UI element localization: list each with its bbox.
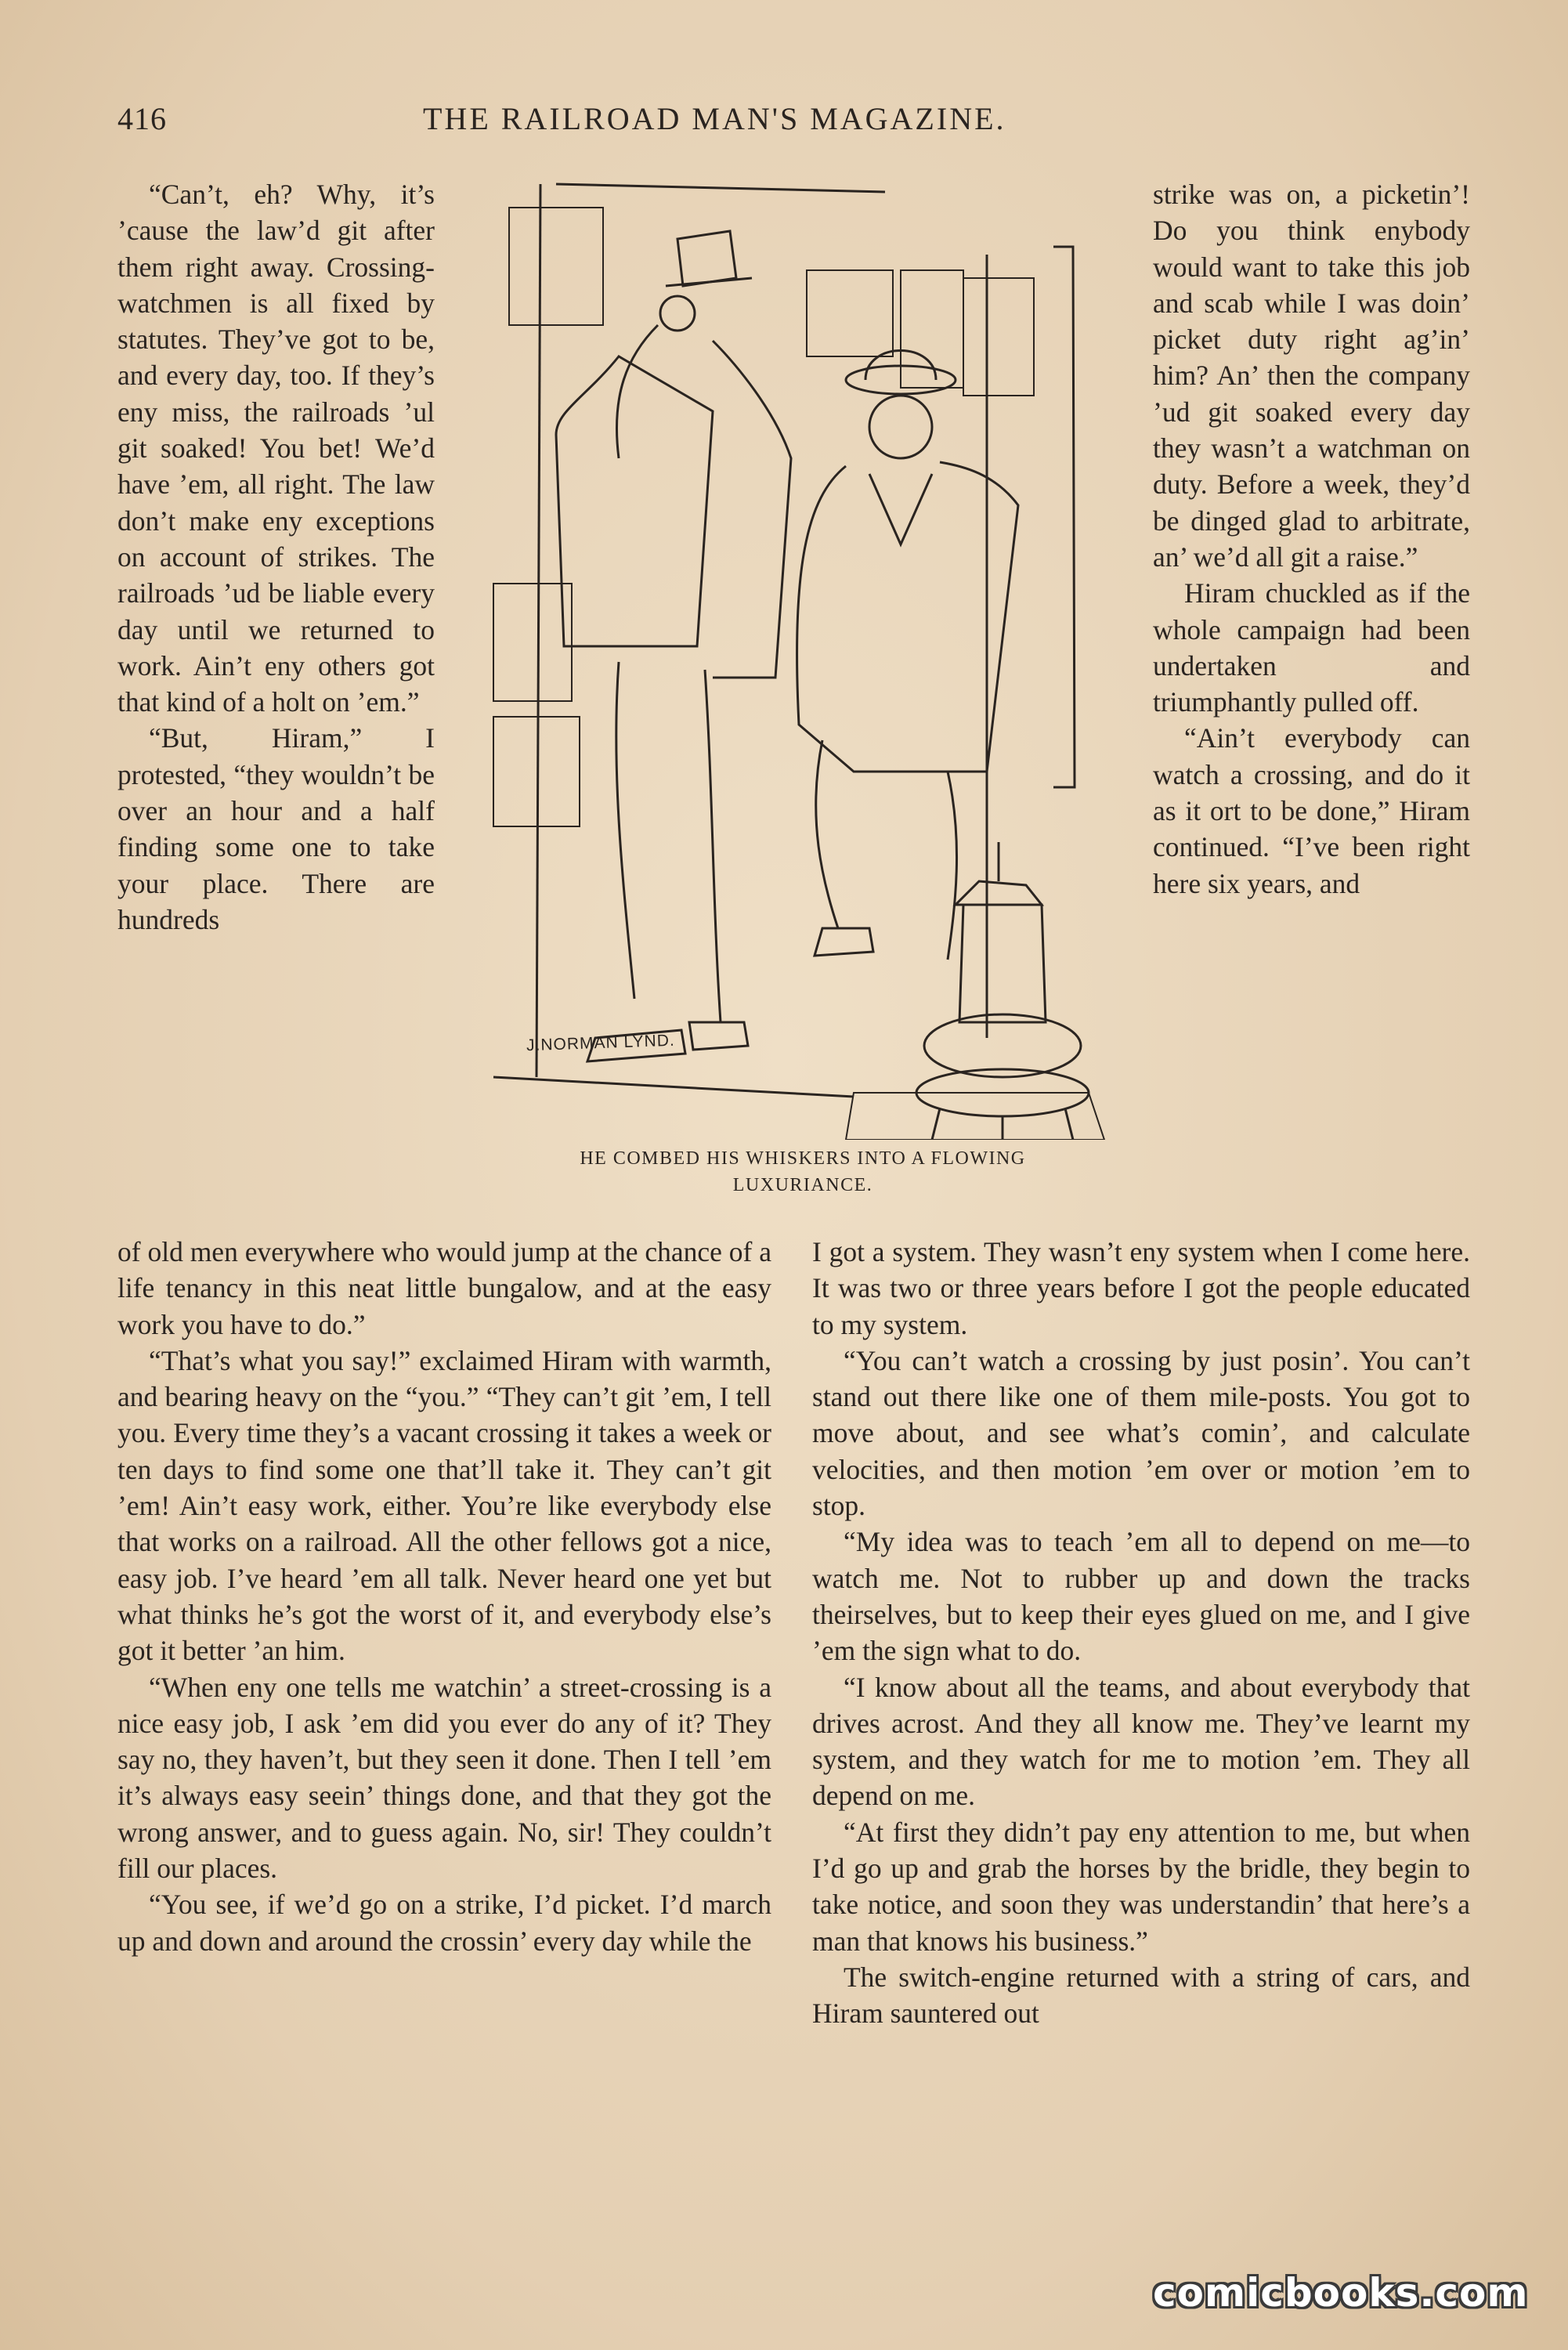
artist-signature: J.NORMAN LYND.: [526, 1031, 676, 1055]
magazine-title: THE RAILROAD MAN'S MAGAZINE.: [423, 101, 1006, 136]
right-narrow-column: [1153, 176, 1470, 902]
page-header: [117, 100, 1472, 147]
paragraph: “My idea was to teach ’em all to depend on me—to watch me. Not to rubber up and down the tracks theirselves, but to keep their eyes glued on me, and I give ’em the sign what to do.: [812, 1526, 1470, 1667]
story-illustration: [478, 176, 1128, 1140]
right-column: [812, 1234, 1470, 2032]
paragraph: The switch-engine returned with a string of cars, and Hiram sauntered out: [812, 1961, 1470, 2030]
left-narrow-column: [117, 176, 435, 938]
paragraph: “That’s what you say!” exclaimed Hiram with warmth, and bearing heavy on the “you.” “They can’t git ’em, I tell you. Every time they’s a vacant crossing it takes a week or ten days to find some one that’ll take it. They can’t git ’em! Ain’t easy work, either. You’re like everybody else that works on a railroad. All the other fellows got a nice, easy job. I’ve heard ’em all talk. Never heard one yet but what thinks he’s got the worst of it, and everybody else’s got it better ’an him.: [117, 1344, 771, 1667]
site-watermark: comicbooks.com: [1153, 2270, 1529, 2316]
left-column: [117, 1234, 771, 1959]
paragraph: “You can’t watch a crossing by just posin’. You can’t stand out there like one of them mile-posts. You got to move about, and see what’s comin’, and calculate velocities, and then motion ’em over or motion ’em to stop.: [812, 1344, 1470, 1522]
illustration-drawing: [478, 176, 1128, 1140]
illustration-caption: [478, 1145, 1128, 1198]
paragraph: “When eny one tells me watchin’ a street-crossing is a nice easy job, I ask ’em did you ever do any of it? They say no, they haven’t, but they seen it done. Then I tell ’em it’s always easy seein’ things done, and that they got the wrong answer, and to guess again. No, sir! They couldn’t fill our places.: [117, 1671, 771, 1885]
page-number: 416: [117, 101, 167, 136]
paragraph: “Can’t, eh? Why, it’s ’cause the law’d git after them right away. Crossing-watchmen is all fixed by statutes. They’ve got to be, and every day, too. If they’s eny miss, the railroads ’ul git soaked! You bet! We’d have ’em, all right. The law don’t make eny exceptions on account of strikes. The railroads ’ud be liable every day until we returned to work. Ain’t eny others got that kind of a holt on ’em.”: [117, 179, 435, 718]
paragraph: strike was on, a picketin’! Do you think enybody would want to take this job and scab while I was doin’ picket duty right ag’in’ him? An’ then the company ’ud git soaked every day they wasn’t a watchman on duty. Before a week, they’d be dinged glad to arbitrate, an’ we’d all git a raise.”: [1153, 179, 1470, 573]
paragraph: “You see, if we’d go on a strike, I’d picket. I’d march up and down and around the crossin’ every day while the: [117, 1889, 771, 1957]
paragraph: “Ain’t everybody can watch a crossing, and do it as it ort to be done,” Hiram continued. “I’ve been right here six years, and: [1153, 722, 1470, 899]
caption-line: LUXURIANCE.: [732, 1175, 873, 1195]
caption-line: HE COMBED HIS WHISKERS INTO A FLOWING: [580, 1148, 1026, 1169]
paragraph: of old men everywhere who would jump at the chance of a life tenancy in this neat little bungalow, and at the easy work you have to do.”: [117, 1236, 771, 1340]
paragraph: “But, Hiram,” I protested, “they wouldn’t be over an hour and a half finding some one to take your place. There are hundreds: [117, 722, 435, 935]
paragraph: “I know about all the teams, and about everybody that drives acrost. And they all know me. They’ve learnt my system, and they watch for me to motion ’em. They all depend on me.: [812, 1671, 1470, 1812]
paragraph: Hiram chuckled as if the whole campaign had been undertaken and triumphantly pulled off.: [1153, 577, 1470, 718]
paragraph: I got a system. They wasn’t eny system when I come here. It was two or three years before I got the people educated to my system.: [812, 1236, 1470, 1340]
paragraph: “At first they didn’t pay eny attention to me, but when I’d go up and grab the horses by the bridle, they begin to take notice, and soon they was understandin’ that here’s a man that knows his business.”: [812, 1816, 1470, 1957]
